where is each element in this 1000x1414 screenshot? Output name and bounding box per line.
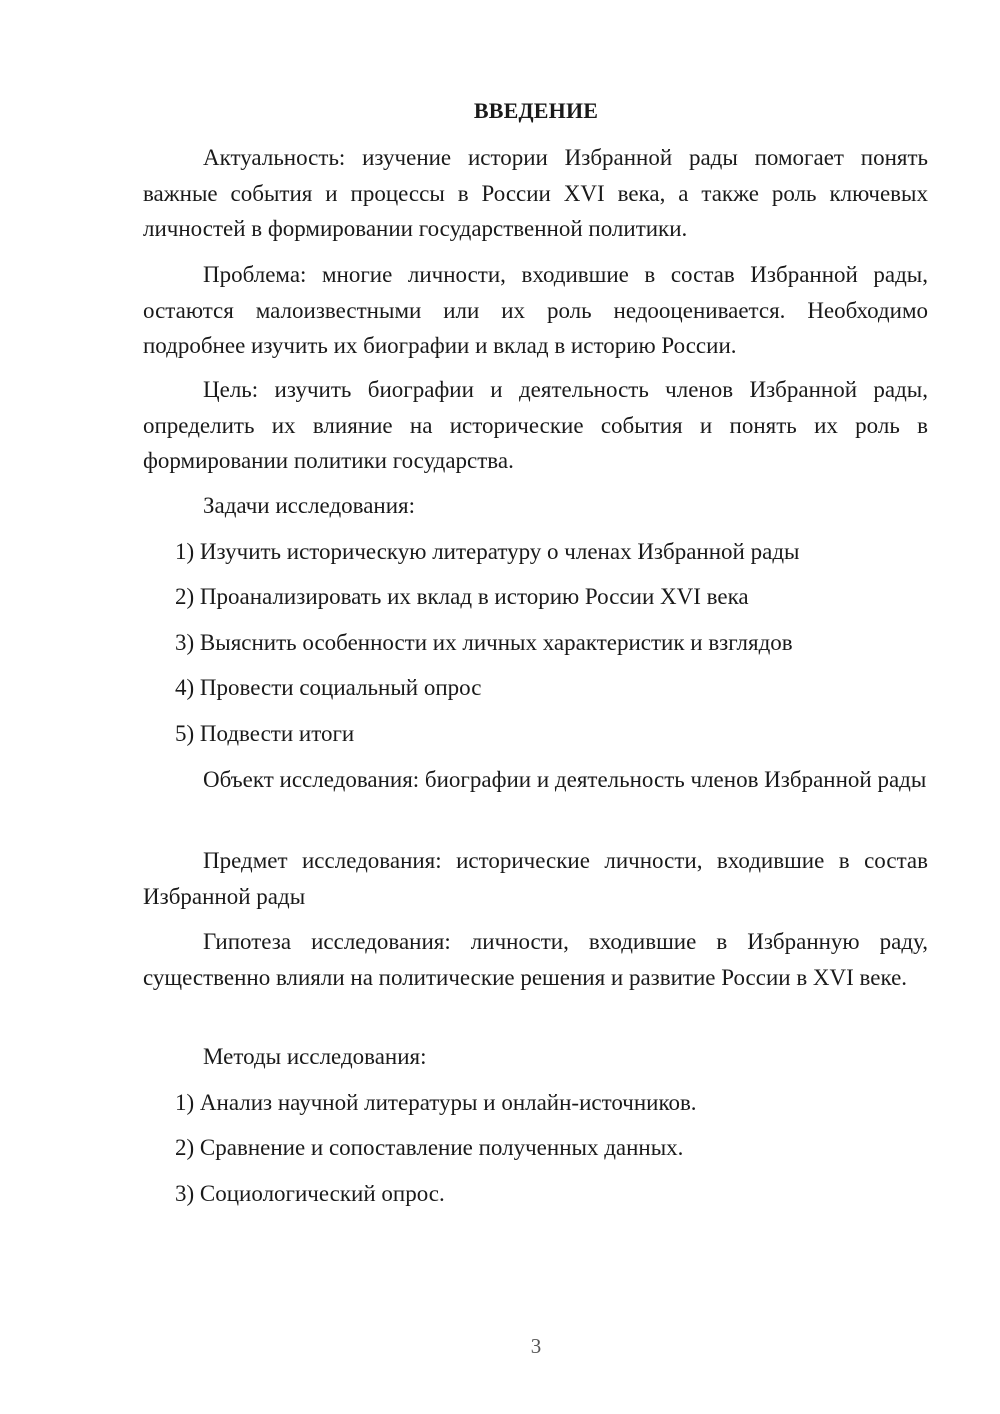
method-item: 2) Сравнение и сопоставление полученных данных. bbox=[175, 1135, 684, 1160]
goal-paragraph: Цель: изучить биографии и деятельность членов Избранной рады, определить их влияние на исторические события и понять их роль в формировании политики государства. bbox=[143, 377, 928, 473]
task-item: 4) Провести социальный опрос bbox=[175, 675, 482, 700]
page-title: ВВЕДЕНИЕ bbox=[473, 98, 599, 123]
page-number: 3 bbox=[530, 1334, 542, 1358]
method-item: 1) Анализ научной литературы и онлайн-источников. bbox=[175, 1090, 697, 1115]
task-item: 2) Проанализировать их вклад в историю России XVI века bbox=[175, 584, 749, 609]
relevance-paragraph: Актуальность: изучение истории Избранной рады помогает понять важные события и процессы в России XVI века, а также роль ключевых личностей в формировании государственной политики. bbox=[143, 145, 928, 241]
method-item: 3) Социологический опрос. bbox=[175, 1181, 445, 1206]
object-paragraph: Объект исследования: биографии и деятельность членов Избранной рады bbox=[203, 767, 927, 792]
task-item: 3) Выяснить особенности их личных характеристик и взглядов bbox=[175, 630, 793, 655]
subject-paragraph: Предмет исследования: исторические личности, входившие в состав Избранной рады bbox=[143, 848, 928, 909]
task-item: 5) Подвести итоги bbox=[175, 721, 355, 746]
problem-paragraph: Проблема: многие личности, входившие в состав Избранной рады, остаются малоизвестными или их роль недооценивается. Необходимо подробнее изучить их биографии и вклад в историю России. bbox=[143, 262, 928, 358]
task-item: 1) Изучить историческую литературу о членах Избранной рады bbox=[175, 539, 800, 564]
hypothesis-paragraph: Гипотеза исследования: личности, входившие в Избранную раду, существенно влияли на политические решения и развитие России в XVI веке. bbox=[143, 929, 928, 990]
methods-heading: Методы исследования: bbox=[203, 1044, 427, 1069]
tasks-heading: Задачи исследования: bbox=[203, 493, 416, 518]
